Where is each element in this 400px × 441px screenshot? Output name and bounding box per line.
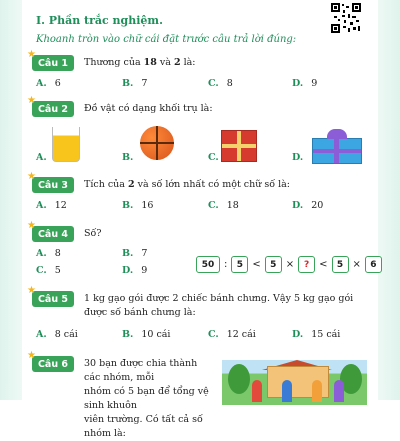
q3-option-b[interactable]: B. 16 [122, 200, 154, 211]
q2-option-a[interactable]: A. [36, 152, 47, 163]
q4-option-d[interactable]: D. 9 [122, 265, 148, 276]
question-1-text: Thương của 18 và 2 là: [84, 57, 196, 68]
star-icon: ★ [27, 285, 36, 296]
chain-number-box: 5 [265, 256, 282, 273]
question-2-text: Đồ vật có dạng khối trụ là: [84, 103, 213, 114]
q5-option-c[interactable]: C. 12 cái [208, 329, 256, 340]
q3-option-c[interactable]: C. 18 [208, 200, 239, 211]
q1-option-a[interactable]: A. 6 [36, 78, 61, 89]
q4-option-c[interactable]: C. 5 [36, 265, 61, 276]
chain-divide-sign: : [224, 259, 228, 270]
q2-option-d[interactable]: D. [292, 152, 304, 163]
comparison-chain [196, 256, 382, 273]
star-icon: ★ [27, 95, 36, 106]
question-4-badge: ★ Câu 4 [32, 226, 74, 242]
question-5-badge: ★ Câu 5 [32, 291, 74, 307]
question-4-text: Số? [84, 228, 102, 239]
chain-unknown-box[interactable]: ? [298, 256, 315, 273]
chain-number-box: 5 [332, 256, 349, 273]
school-cleanup-illustration [222, 360, 367, 405]
q5-option-a[interactable]: A. 8 cái [36, 329, 78, 340]
q4-option-a[interactable]: A. 8 [36, 248, 61, 259]
left-margin [0, 0, 22, 400]
juice-glass-icon [52, 127, 80, 162]
question-3-text: Tích của 2 và số lớn nhất có một chữ số là: [84, 179, 290, 190]
worksheet [22, 0, 378, 439]
question-2-badge: ★ Câu 2 [32, 101, 74, 117]
question-6-badge: ★ Câu 6 [32, 356, 74, 372]
red-gift-box-icon [221, 130, 257, 162]
star-icon: ★ [27, 350, 36, 361]
question-6-text: 30 bạn được chia thành các nhóm, mỗi nhóm có 5 bạn để tổng vệ sinh khuôn viên trường. Có tất cả số nhóm là: [84, 358, 209, 439]
section-title: I. Phần trắc nghiệm. [36, 14, 163, 27]
chain-less-than: < [319, 259, 328, 270]
q1-option-d[interactable]: D. 9 [292, 78, 318, 89]
q5-option-d[interactable]: D. 15 cái [292, 329, 341, 340]
q1-option-b[interactable]: B. 7 [122, 78, 148, 89]
chain-number-box: 50 [196, 256, 220, 273]
blue-gift-box-icon [312, 138, 362, 164]
question-5-text: 1 kg gạo gói được 2 chiếc bánh chưng. Vậy 5 kg gạo gói được số bánh chưng là: [84, 293, 354, 318]
chain-number-box: 5 [231, 256, 248, 273]
q4-option-b[interactable]: B. 7 [122, 248, 148, 259]
q2-option-c[interactable]: C. [208, 152, 219, 163]
right-margin [378, 0, 400, 400]
q3-option-d[interactable]: D. 20 [292, 200, 324, 211]
question-3-badge: ★ Câu 3 [32, 177, 74, 193]
q5-option-b[interactable]: B. 10 cái [122, 329, 171, 340]
chain-less-than: < [252, 259, 261, 270]
basketball-icon [140, 126, 174, 160]
chain-number-box: 6 [365, 256, 382, 273]
chain-multiply-sign: × [285, 259, 295, 270]
q1-option-c[interactable]: C. 8 [208, 78, 233, 89]
qr-code-icon [330, 2, 362, 34]
chain-multiply-sign: × [352, 259, 361, 270]
question-1-badge: ★ Câu 1 [32, 55, 74, 71]
star-icon: ★ [27, 220, 36, 231]
star-icon: ★ [27, 49, 36, 60]
instruction: Khoanh tròn vào chữ cái đặt trước câu trả lời đúng: [36, 34, 297, 45]
q2-option-b[interactable]: B. [122, 152, 134, 163]
q3-option-a[interactable]: A. 12 [36, 200, 67, 211]
star-icon: ★ [27, 171, 36, 182]
